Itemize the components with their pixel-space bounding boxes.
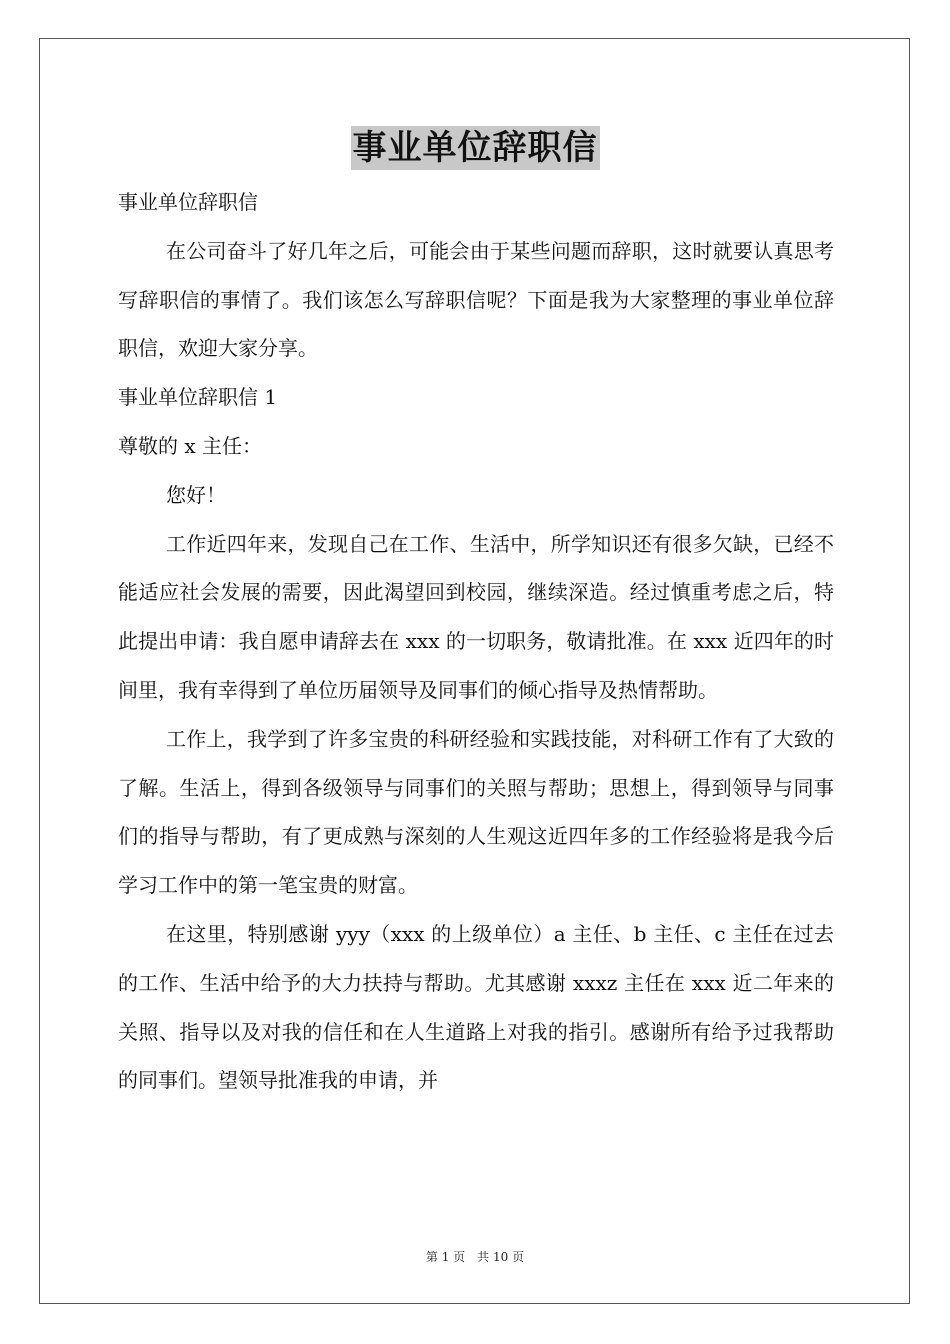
paragraph-section-heading: 事业单位辞职信 1 xyxy=(118,385,278,410)
page-footer: 第 1 页 共 10 页 xyxy=(425,1250,525,1264)
paragraph-greeting: 您好！ xyxy=(166,482,226,507)
paragraph-body: 工作近四年来，发现自己在工作、生活中，所学知识还有很多欠缺，已经不能适应社会发展的需要，因此渴望回到校园，继续深造。经过慎重考虑之后，特此提出申请：我自愿申请辞去在 xxx 的一切职务，敬请批准。在 xxx 近四年的时间里，我有幸得到了单位历届领导及同事们的倾心指导及热情帮助。 xyxy=(118,531,834,702)
paragraph-salutation: 尊敬的 x 主任： xyxy=(118,433,262,458)
document-title: 事业单位辞职信 xyxy=(352,128,598,168)
paragraph-subtitle: 事业单位辞职信 xyxy=(118,190,258,214)
document-body xyxy=(118,178,834,1105)
paragraph-body: 工作上，我学到了许多宝贵的科研经验和实践技能，对科研工作有了大致的了解。生活上，得到各级领导与同事们的关照与帮助；思想上，得到领导与同事们的指导与帮助，有了更成熟与深刻的人生观这近四年多的工作经验将是我今后学习工作中的第一笔宝贵的财富。 xyxy=(118,726,834,898)
document-title-block xyxy=(0,126,950,170)
paragraph-intro: 在公司奋斗了好几年之后，可能会由于某些问题而辞职，这时就要认真思考写辞职信的事情了。我们该怎么写辞职信呢？下面是我为大家整理的事业单位辞职信，欢迎大家分享。 xyxy=(118,238,834,361)
paragraph-body: 在这里，特别感谢 yyy（xxx 的上级单位）a 主任、b 主任、c 主任在过去的工作、生活中给予的大力扶持与帮助。尤其感谢 xxxz 主任在 xxx 近二年来的关照、指导以及对我的信任和在人生道路上对我的指引。感谢所有给予过我帮助的同事们。望领导批准我的申请，并 xyxy=(118,921,834,1093)
